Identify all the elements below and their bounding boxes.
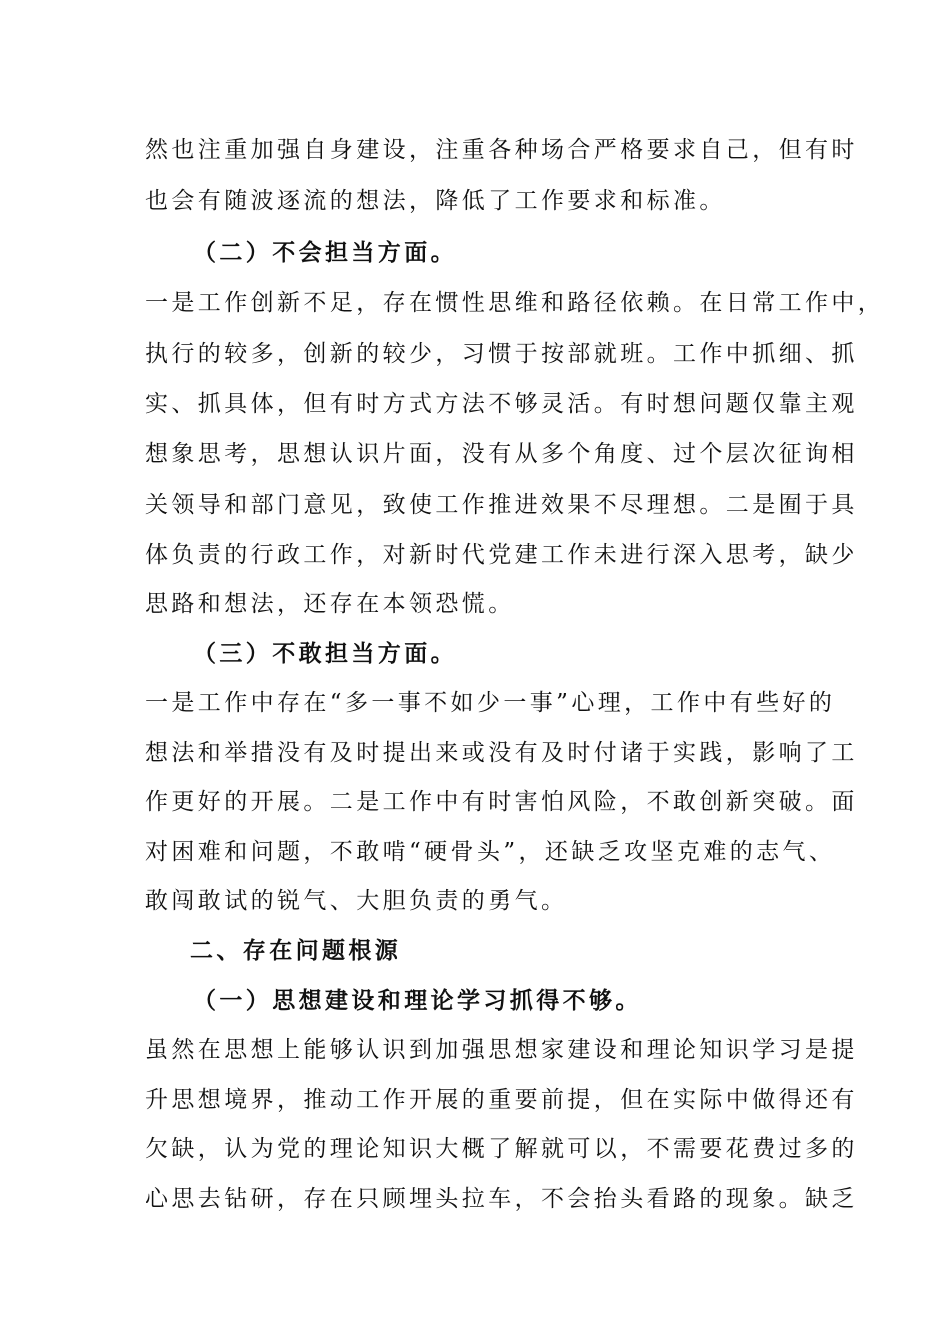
text-line: 一是工作创新不足，存在惯性思维和路径依赖。在日常工作中， [145, 290, 885, 316]
text-line: 心思去钻研，存在只顾埋头拉车，不会抬头看路的现象。缺乏 [145, 1186, 858, 1212]
section-heading: （一）思想建设和理论学习抓得不够。 [193, 987, 642, 1014]
section-heading: （二）不会担当方面。 [193, 239, 457, 266]
text-line: 升思想境界，推动工作开展的重要前提，但在实际中做得还有 [145, 1087, 858, 1113]
chapter-heading: 二、存在问题根源 [190, 937, 402, 964]
text-line: 执行的较多，创新的较少，习惯于按部就班。工作中抓细、抓 [145, 341, 858, 367]
text-line: 作更好的开展。二是工作中有时害怕风险，不敢创新突破。面 [145, 789, 858, 815]
text-line: 然也注重加强自身建设，注重各种场合严格要求自己，但有时 [145, 137, 858, 163]
text-line: 体负责的行政工作，对新时代党建工作未进行深入思考，缺少 [145, 542, 858, 568]
text-line: 欠缺，认为党的理论知识大概了解就可以，不需要花费过多的 [145, 1136, 858, 1162]
text-line: 敢闯敢试的锐气、大胆负责的勇气。 [145, 888, 568, 914]
text-line: 思路和想法，还存在本领恐慌。 [145, 591, 515, 617]
text-line: 也会有随波逐流的想法，降低了工作要求和标准。 [145, 188, 726, 214]
text-line: 想法和举措没有及时提出来或没有及时付诸于实践，影响了工 [145, 740, 858, 766]
section-heading: （三）不敢担当方面。 [193, 640, 457, 667]
text-line: 虽然在思想上能够认识到加强思想家建设和理论知识学习是提 [145, 1037, 858, 1063]
text-line: 一是工作中存在“多一事不如少一事”心理，工作中有些好的 [145, 690, 836, 716]
text-line: 实、抓具体，但有时方式方法不够灵活。有时想问题仅靠主观 [145, 391, 858, 417]
text-line: 关领导和部门意见，致使工作推进效果不尽理想。二是囿于具 [145, 492, 858, 518]
text-line: 想象思考，思想认识片面，没有从多个角度、过个层次征询相 [145, 441, 858, 467]
text-line: 对困难和问题，不敢啃“硬骨头”，还缺乏攻坚克难的志气、 [145, 839, 836, 865]
